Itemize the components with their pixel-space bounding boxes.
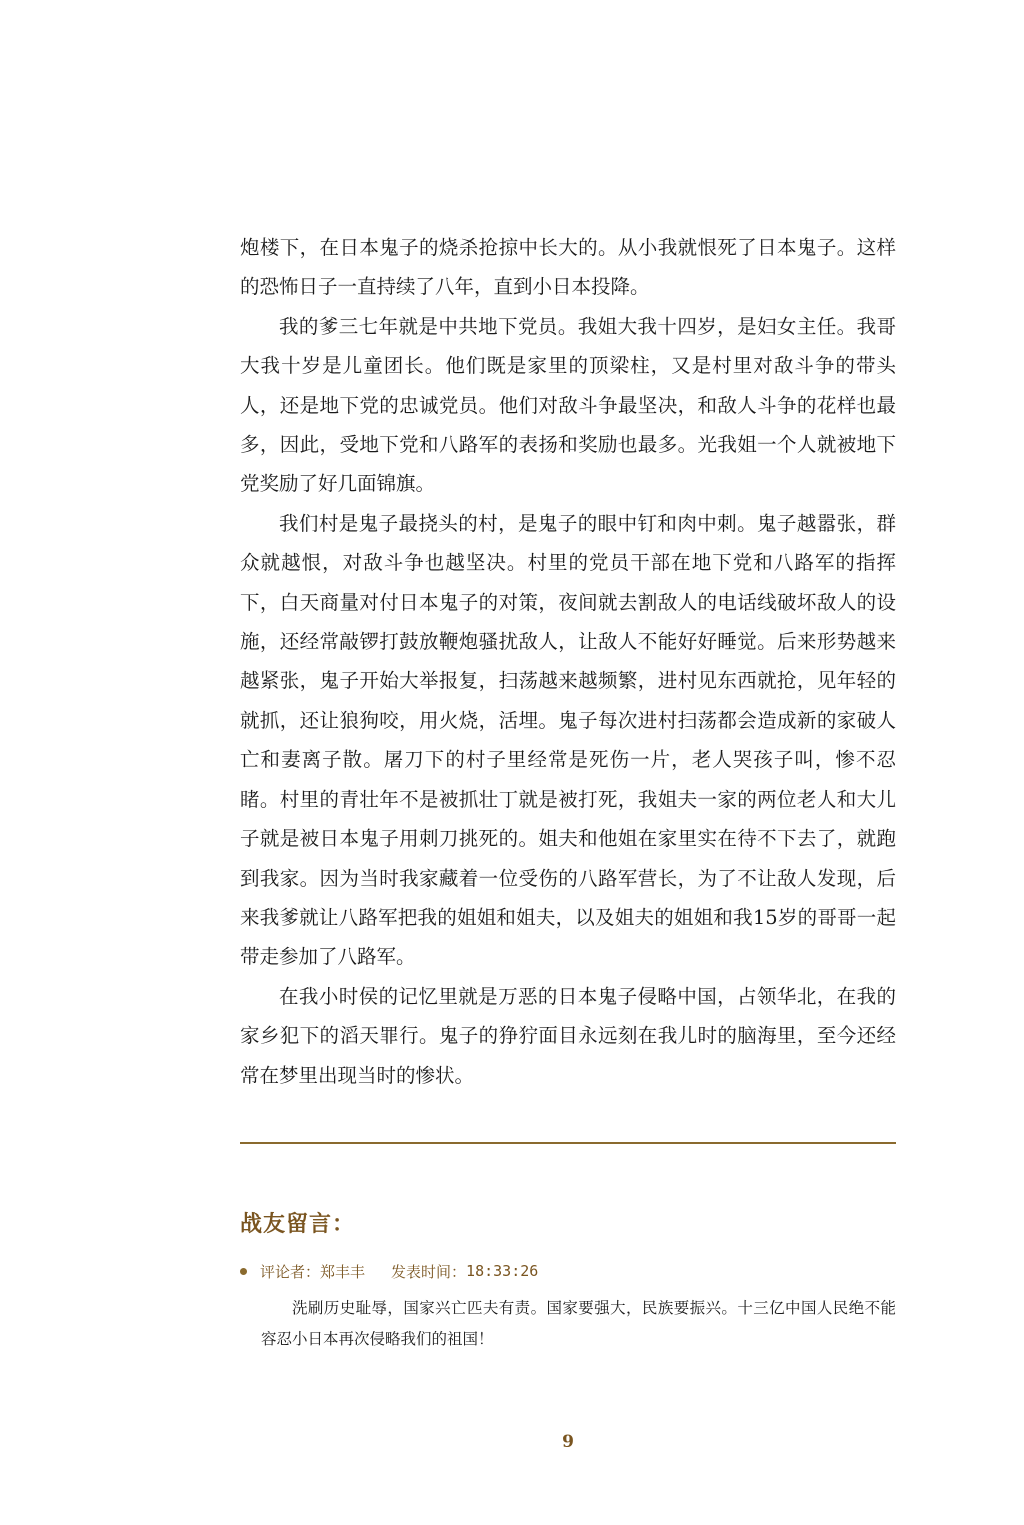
post-time-label: 发表时间： bbox=[391, 1262, 467, 1281]
comment-paragraph: 洗刷历史耻辱，国家兴亡匹夫有责。国家要强大，民族要振兴。十三亿中国人民绝不能容忍小日本再次侵略我们的祖国！ bbox=[261, 1299, 896, 1348]
commenter-name: 郑丰丰 bbox=[320, 1262, 366, 1281]
paragraph-1: 炮楼下，在日本鬼子的烧杀抢掠中长大的。从小我就恨死了日本鬼子。这样的恐怖日子一直持续了八年，直到小日本投降。 bbox=[240, 236, 896, 299]
paragraph-4: 在我小时侯的记忆里就是万恶的日本鬼子侵略中国，占领华北，在我的家乡犯下的滔天罪行。鬼子的狰狞面目永远刻在我儿时的脑海里，至今还经常在梦里出现当时的惨状。 bbox=[240, 984, 896, 1087]
page-number: 9 bbox=[562, 1432, 574, 1452]
paragraph-2: 我的爹三七年就是中共地下党员。我姐大我十四岁，是妇女主任。我哥大我十岁是儿童团长。他们既是家里的顶梁柱，又是村里对敌斗争的带头人，还是地下党的忠诚党员。他们对敌斗争最坚决，和敌人斗争的花样也最多，因此，受地下党和八路军的表扬和奖励也最多。光我姐一个人就被地下党奖励了好几面锦旗。 bbox=[240, 314, 896, 496]
post-time: 18:33:26 bbox=[466, 1262, 539, 1280]
commenter-label: 评论者： bbox=[260, 1262, 321, 1281]
section-divider bbox=[240, 1142, 896, 1144]
comments-heading: 战友留言： bbox=[240, 1211, 356, 1237]
bullet-icon bbox=[240, 1268, 247, 1275]
comment-text bbox=[261, 1293, 896, 1355]
article-body bbox=[240, 228, 896, 1095]
comment-meta bbox=[240, 1260, 538, 1282]
paragraph-3: 我们村是鬼子最挠头的村，是鬼子的眼中钉和肉中刺。鬼子越嚣张，群众就越恨，对敌斗争也越坚决。村里的党员干部在地下党和八路军的指挥下，白天商量对付日本鬼子的对策，夜间就去割敌人的电话线破坏敌人的设施，还经常敲锣打鼓放鞭炮骚扰敌人，让敌人不能好好睡觉。后来形势越来越紧张，鬼子开始大举报复，扫荡越来越频繁，进村见东西就抢，见年轻的就抓，还让狼狗咬，用火烧，活埋。鬼子每次进村扫荡都会造成新的家破人亡和妻离子散。屠刀下的村子里经常是死伤一片，老人哭孩子叫，惨不忍睹。村里的青壮年不是被抓壮丁就是被打死，我姐夫一家的两位老人和大儿子就是被日本鬼子用刺刀挑死的。姐夫和他姐在家里实在待不下去了，就跑到我家。因为当时我家藏着一位受伤的八路军营长，为了不让敌人发现，后来我爹就让八路军把我的姐姐和姐夫，以及姐夫的姐姐和我15岁的哥哥一起带走参加了八路军。 bbox=[240, 511, 896, 969]
